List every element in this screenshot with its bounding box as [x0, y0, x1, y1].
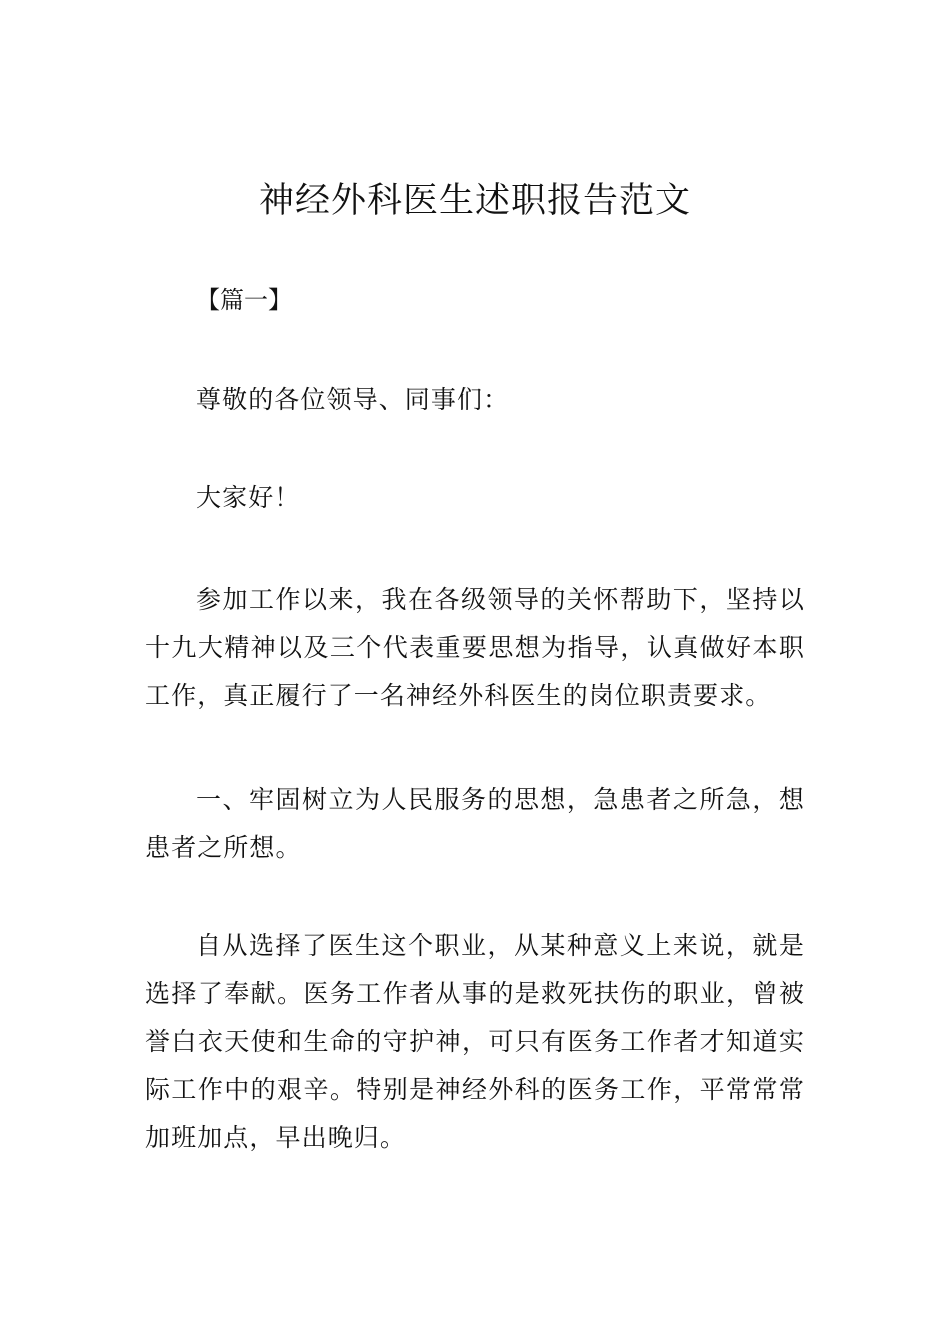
document-title: 神经外科医生述职报告范文 [258, 181, 691, 221]
section-label: 【篇一】 [196, 286, 292, 314]
body-paragraph-dedication: 自从选择了医生这个职业，从某种意义上来说，就是选择了奉献。医务工作者从事的是救死扶伤的职业，曾被誉白衣天使和生命的守护神，可只有医务工作者才知道实际工作中的艰辛。特别是神经外科的医务工作，平常常常加班加点，早出晚归。 [145, 931, 805, 1152]
hello-paragraph: 大家好！ [196, 483, 301, 512]
body-paragraph-intro: 参加工作以来，我在各级领导的关怀帮助下，坚持以十九大精神以及三个代表重要思想为指导，认真做好本职工作，真正履行了一名神经外科医生的岗位职责要求。 [145, 585, 805, 710]
body-paragraph-heading-one: 一、牢固树立为人民服务的思想，急患者之所急，想患者之所想。 [145, 785, 805, 862]
greeting-paragraph: 尊敬的各位领导、同事们： [196, 385, 510, 414]
